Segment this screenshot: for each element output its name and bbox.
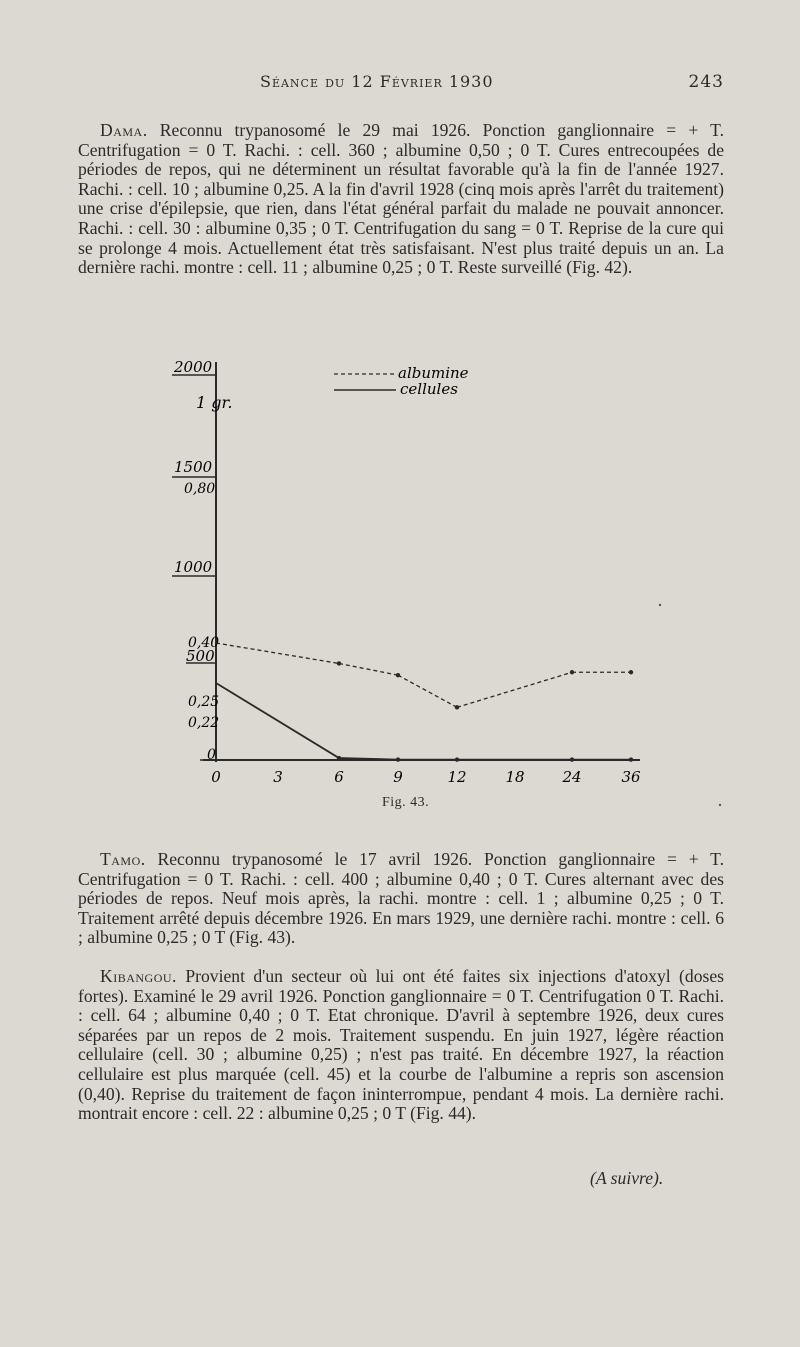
series-cellules <box>216 683 633 762</box>
x-tick-9: 9 <box>393 768 403 786</box>
y-tick-1000: 1000 <box>174 558 213 576</box>
albumine-point <box>570 670 574 674</box>
albumine-point <box>455 705 459 709</box>
figure-43-chart <box>0 350 800 820</box>
legend-label-cellules: cellules <box>400 380 458 398</box>
x-tick-6: 6 <box>334 768 344 786</box>
albumine-segment <box>457 672 572 707</box>
y-tick-500: 500 <box>186 647 215 665</box>
x-tick-3: 3 <box>273 768 283 786</box>
x-tick-18: 18 <box>505 768 525 786</box>
albumine-segment <box>216 643 339 663</box>
x-tick-0: 0 <box>211 768 221 786</box>
figure-caption: Fig. 43. <box>382 795 430 810</box>
y-tick-040: 0,40 <box>188 635 220 651</box>
running-title: Séance du 12 Février 1930 <box>260 72 494 91</box>
cellules-point <box>455 757 459 761</box>
x-tick-36: 36 <box>621 768 641 786</box>
speck <box>659 604 661 606</box>
cellules-point <box>629 757 633 761</box>
a-suivre: (A suivre). <box>590 1168 664 1188</box>
y-tick-025: 0,25 <box>188 694 220 710</box>
albumine-segment <box>339 663 398 675</box>
albumine-segment <box>398 675 457 707</box>
y-tick-080: 0,80 <box>184 481 216 497</box>
patient-name: Dama. <box>100 120 148 140</box>
y-tick-1gr: 1 gr. <box>196 393 233 412</box>
cellules-point <box>396 757 400 761</box>
page-number: 243 <box>688 72 724 92</box>
y-tick-2000: 2000 <box>174 358 213 376</box>
albumine-point <box>629 670 633 674</box>
albumine-point <box>396 673 400 677</box>
x-tick-24: 24 <box>562 768 582 786</box>
paragraph-dama <box>78 121 724 278</box>
speck <box>719 804 721 806</box>
paragraph-text: Reconnu trypanosomé le 29 mai 1926. Ponction ganglionnaire = + T. Centrifugation = 0 T. Rachi. : cell. 360 ; albumine 0,50 ; 0 T. Cures entrecoupées de périodes de repos, qui ne déterminent un résultat favorable qu'à la fin de l'année 1927. Rachi. : cell. 10 ; albumine 0,25. A la fin d'avril 1928 (cinq mois après l'arrêt du traitement) une crise d'épilepsie, que rien, dans l'état général parfait du malade ne pouvait annoncer. Rachi. : cell. 30 : albumine 0,35 ; 0 T. Centrifugation du sang = 0 T. Reprise de la cure qui se prolonge 4 mois. Actuellement état très satisfaisant. N'est plus traité depuis un an. La dernière rachi. montre : cell. 11 ; albumine 0,25 ; 0 T. Reste surveillé (Fig. 42). <box>78 120 724 278</box>
y-tick-022: 0,22 <box>188 715 220 731</box>
albumine-point <box>337 661 341 665</box>
paragraph-kibangou <box>78 967 724 1124</box>
patient-name: Kibangou. <box>100 966 177 986</box>
paragraph-text: Provient d'un secteur où lui ont été faites six injections d'atoxyl (doses fortes). Examiné le 29 avril 1926. Ponction ganglionnaire = 0 T. Centrifugation 0 T. Rachi. : cell. 64 ; albumine 0,40 ; 0 T. Etat chronique. D'avril à septembre 1926, deux cures séparées par un repos de 2 mois. Traitement suspendu. En juin 1927, légère réaction cellulaire (cell. 30 ; albumine 0,25) ; n'est pas traité. En décembre 1927, la réaction cellulaire est plus marquée (cell. 45) et la courbe de l'albumine a repris son ascension (0,40). Reprise du traitement de façon ininterrompue, pendant 4 mois. La dernière rachi. montrait encore : cell. 22 : albumine 0,25 ; 0 T (Fig. 44). <box>78 966 724 1124</box>
running-head <box>80 72 724 96</box>
patient-name: Tamo. <box>100 849 146 869</box>
x-tick-12: 12 <box>447 768 467 786</box>
paragraph-text: Reconnu trypanosomé le 17 avril 1926. Ponction ganglionnaire = + T. Centrifugation = 0 T. Rachi. : cell. 400 ; albumine 0,40 ; 0 T. Cures alternant avec des périodes de repos. Neuf mois après, la rachi. montre : cell. 1 ; albumine 0,25 ; 0 T. Traitement arrêté depuis décembre 1926. En mars 1929, une dernière rachi. montre : cell. 6 ; albumine 0,25 ; 0 T (Fig. 43). <box>78 849 724 948</box>
legend-label-albumine: albumine <box>398 364 469 382</box>
y-tick-0: 0 <box>207 747 216 763</box>
y-tick-1500: 1500 <box>174 458 213 476</box>
series-albumine <box>216 643 633 710</box>
paragraph-tamo <box>78 850 724 948</box>
cellules-point <box>337 756 341 760</box>
cellules-segment <box>216 683 339 758</box>
cellules-point <box>570 757 574 761</box>
